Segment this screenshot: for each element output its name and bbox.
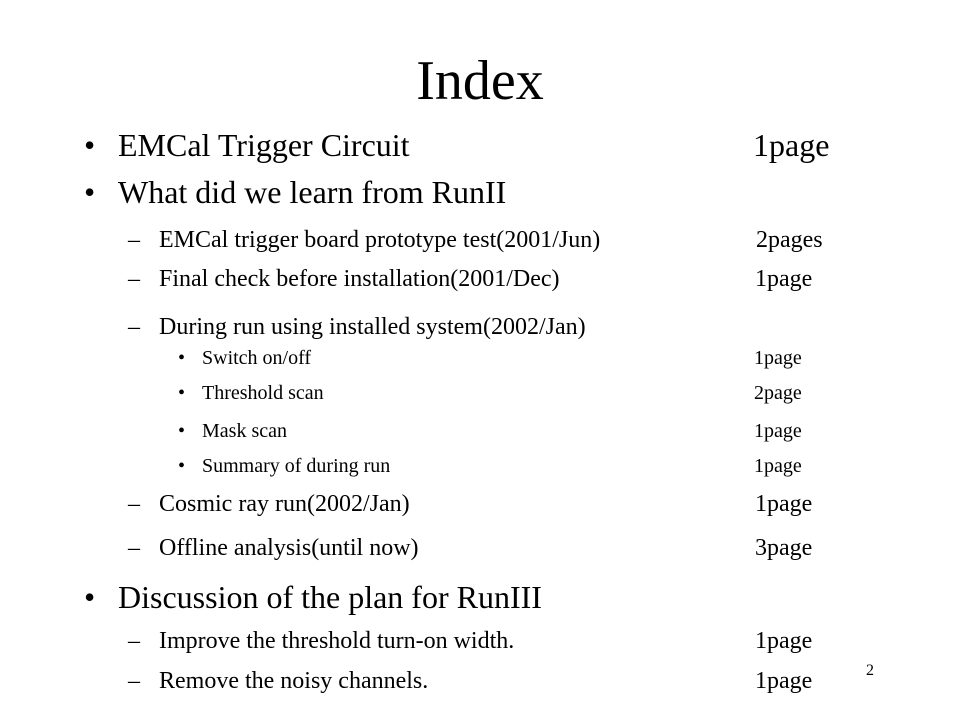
index-item-text: What did we learn from RunII (118, 174, 507, 210)
bullet: • (84, 127, 96, 163)
index-item-text: Mask scan (202, 420, 287, 442)
index-item-text: Cosmic ray run(2002/Jan) (159, 491, 410, 517)
dash-bullet: – (128, 628, 140, 654)
index-item-text: Offline analysis(until now) (159, 535, 419, 561)
index-item-pages: 1page (755, 628, 813, 654)
index-item-text: EMCal Trigger Circuit (118, 127, 410, 163)
dash-bullet: – (128, 535, 140, 561)
index-item-pages: 1page (754, 420, 802, 442)
index-item-pages: 1page (755, 491, 813, 517)
index-item-text: Final check before installation(2001/Dec) (159, 266, 560, 292)
bullet: • (84, 579, 96, 615)
bullet: • (178, 420, 186, 442)
index-item-text: Improve the threshold turn-on width. (159, 628, 515, 654)
index-item-pages: 2page (754, 382, 802, 404)
index-item-text: Threshold scan (202, 382, 324, 404)
bullet: • (178, 455, 186, 477)
index-item-pages: 1page (754, 347, 802, 369)
bullet: • (178, 347, 186, 369)
dash-bullet: – (128, 266, 140, 292)
dash-bullet: – (128, 491, 140, 517)
index-item-text: EMCal trigger board prototype test(2001/Jun) (159, 227, 601, 253)
index-item-pages: 2pages (756, 227, 823, 253)
index-item-text: Remove the noisy channels. (159, 668, 429, 694)
slide-number: 2 (866, 662, 874, 679)
index-item-pages: 1page (754, 455, 802, 477)
bullet: • (84, 174, 96, 210)
index-item-pages: 1page (755, 266, 813, 292)
index-item-pages: 1page (753, 127, 830, 163)
index-item-pages: 3page (755, 535, 813, 561)
dash-bullet: – (128, 668, 140, 694)
index-item-pages: 1page (755, 668, 813, 694)
bullet: • (178, 382, 186, 404)
slide-title: Index (416, 50, 544, 112)
index-item-text: Summary of during run (202, 455, 391, 477)
index-item-text: Discussion of the plan for RunIII (118, 579, 542, 615)
dash-bullet: – (128, 314, 140, 340)
index-item-text: During run using installed system(2002/Jan) (159, 314, 586, 340)
index-item-text: Switch on/off (202, 347, 312, 369)
dash-bullet: – (128, 227, 140, 253)
